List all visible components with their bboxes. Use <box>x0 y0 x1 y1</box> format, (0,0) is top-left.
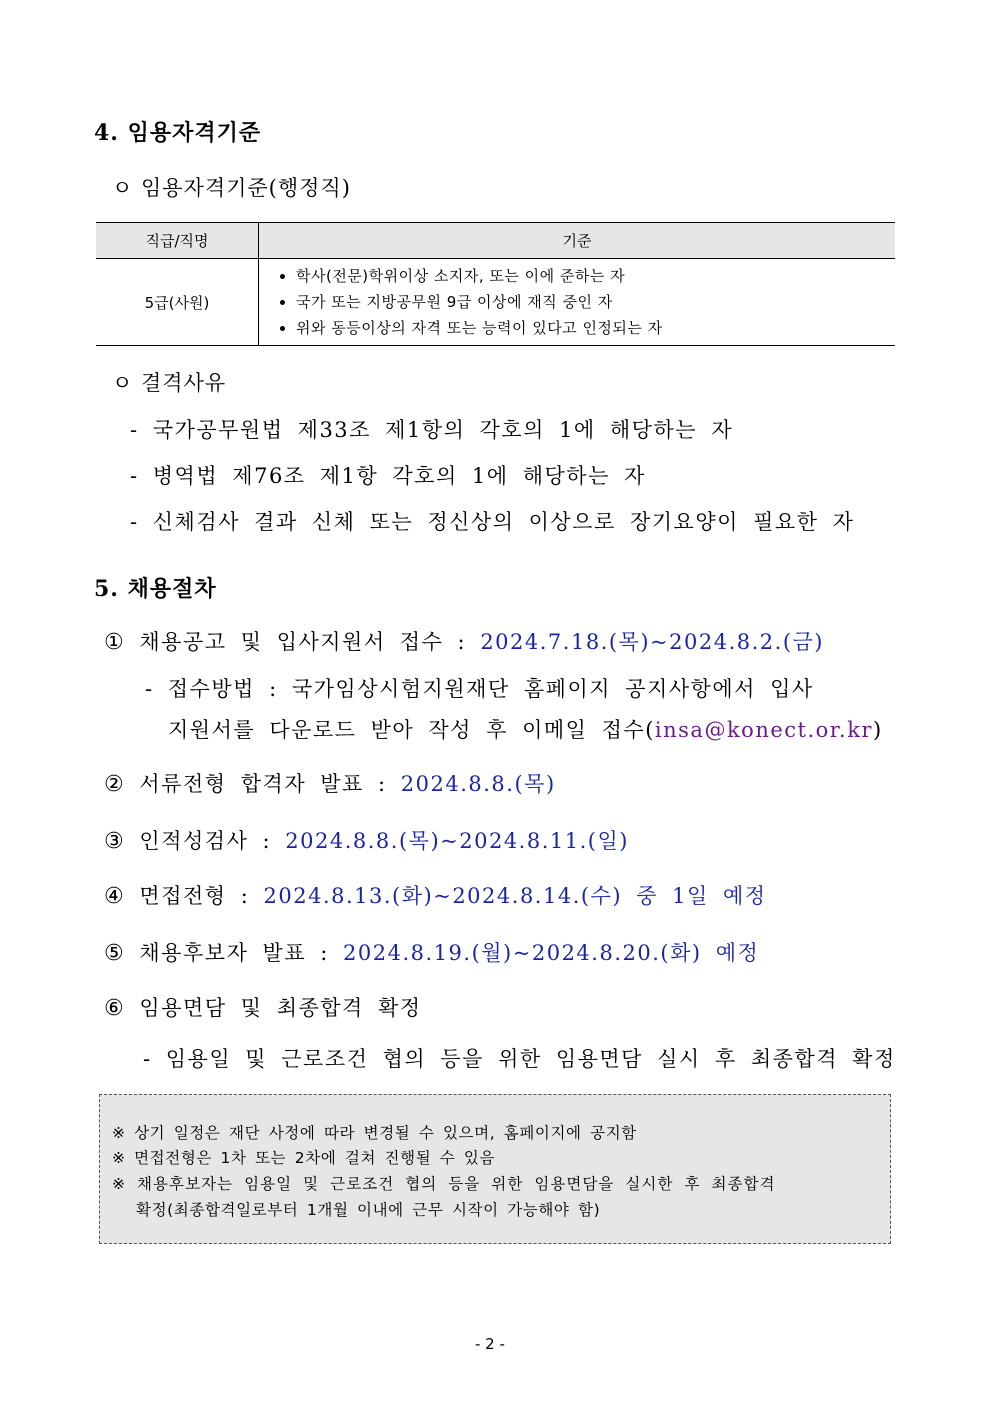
step-1 <box>104 626 824 656</box>
step-label: 채용후보자 발표 : <box>139 941 344 965</box>
step-number: ① <box>104 630 126 655</box>
table-header-grade: 직급/직명 <box>96 223 259 259</box>
step-1-detail: - 접수방법 : 국가임상시험지원재단 홈페이지 공지사항에서 입사 <box>145 677 814 701</box>
disqualification-subheading: ㅇ 결격사유 <box>112 371 227 395</box>
step-2 <box>104 768 556 798</box>
step-number: ③ <box>104 829 126 854</box>
step-label: 임용면담 및 최종합격 확정 <box>139 996 422 1020</box>
step-date: 2024.8.19.(월)~2024.8.20.(화) 예정 <box>343 941 760 965</box>
step-3 <box>104 825 629 855</box>
step-number: ⑥ <box>104 996 126 1021</box>
step-5 <box>104 937 759 967</box>
table-cell-grade: 5급(사원) <box>96 259 259 346</box>
step-6-detail: - 임용일 및 근로조건 협의 등을 위한 임용면담 실시 후 최종합격 확정 <box>143 1047 896 1071</box>
step-4 <box>104 880 767 910</box>
table-header-row <box>96 223 895 259</box>
step-label: 채용공고 및 입사지원서 접수 : <box>139 630 481 654</box>
qualification-subheading: ㅇ 임용자격기준(행정직) <box>112 176 351 200</box>
criteria-item: • 국가 또는 지방공무원 9급 이상에 재직 중인 자 <box>296 289 894 315</box>
step-number: ④ <box>104 884 126 909</box>
email-address: insa@konect.or.kr <box>654 718 873 742</box>
table-header-criteria: 기준 <box>259 223 896 259</box>
notice-line: ※ 채용후보자는 임용일 및 근로조건 협의 등을 위한 임용면담을 실시한 후 최종합격 <box>112 1175 776 1193</box>
disqualification-item: - 국가공무원법 제33조 제1항의 각호의 1에 해당하는 자 <box>130 418 733 442</box>
step-date: 2024.8.8.(목)~2024.8.11.(일) <box>285 829 629 853</box>
step-6 <box>104 992 422 1022</box>
step-1-detail-text: 지원서를 다운로드 받아 작성 후 이메일 접수( <box>168 718 655 742</box>
step-label: 면접전형 : <box>139 884 264 908</box>
disqualification-item: - 병역법 제76조 제1항 각호의 1에 해당하는 자 <box>130 464 646 488</box>
table-row <box>96 259 895 346</box>
qualification-table <box>96 222 895 346</box>
criteria-item: • 위와 동등이상의 자격 또는 능력이 있다고 인정되는 자 <box>296 315 894 341</box>
disqualification-item: - 신체검사 결과 신체 또는 정신상의 이상으로 장기요양이 필요한 자 <box>130 510 855 534</box>
table-cell-criteria <box>259 259 896 346</box>
step-date: 2024.8.13.(화)~2024.8.14.(수) 중 1일 예정 <box>263 884 767 908</box>
notice-box <box>99 1094 891 1244</box>
step-date: 2024.8.8.(목) <box>400 772 556 796</box>
notice-line: ※ 상기 일정은 재단 사정에 따라 변경될 수 있으며, 홈페이지에 공지함 <box>112 1124 637 1142</box>
section-5-title: 5. 채용절차 <box>94 576 217 602</box>
step-number: ⑤ <box>104 941 126 966</box>
notice-line: 확정(최종합격일로부터 1개월 이내에 근무 시작이 가능해야 함) <box>136 1201 601 1219</box>
criteria-item: • 학사(전문)학위이상 소지자, 또는 이에 준하는 자 <box>296 263 894 289</box>
step-1-detail-cont <box>168 714 883 744</box>
page-number: - 2 - <box>475 1335 505 1353</box>
notice-line: ※ 면접전형은 1차 또는 2차에 걸쳐 진행될 수 있음 <box>112 1149 496 1167</box>
step-1-detail-close: ) <box>872 718 883 742</box>
step-number: ② <box>104 772 126 797</box>
step-label: 서류전형 합격자 발표 : <box>139 772 401 796</box>
section-4-title: 4. 임용자격기준 <box>94 120 262 146</box>
step-date: 2024.7.18.(목)~2024.8.2.(금) <box>480 630 824 654</box>
step-label: 인적성검사 : <box>139 829 286 853</box>
